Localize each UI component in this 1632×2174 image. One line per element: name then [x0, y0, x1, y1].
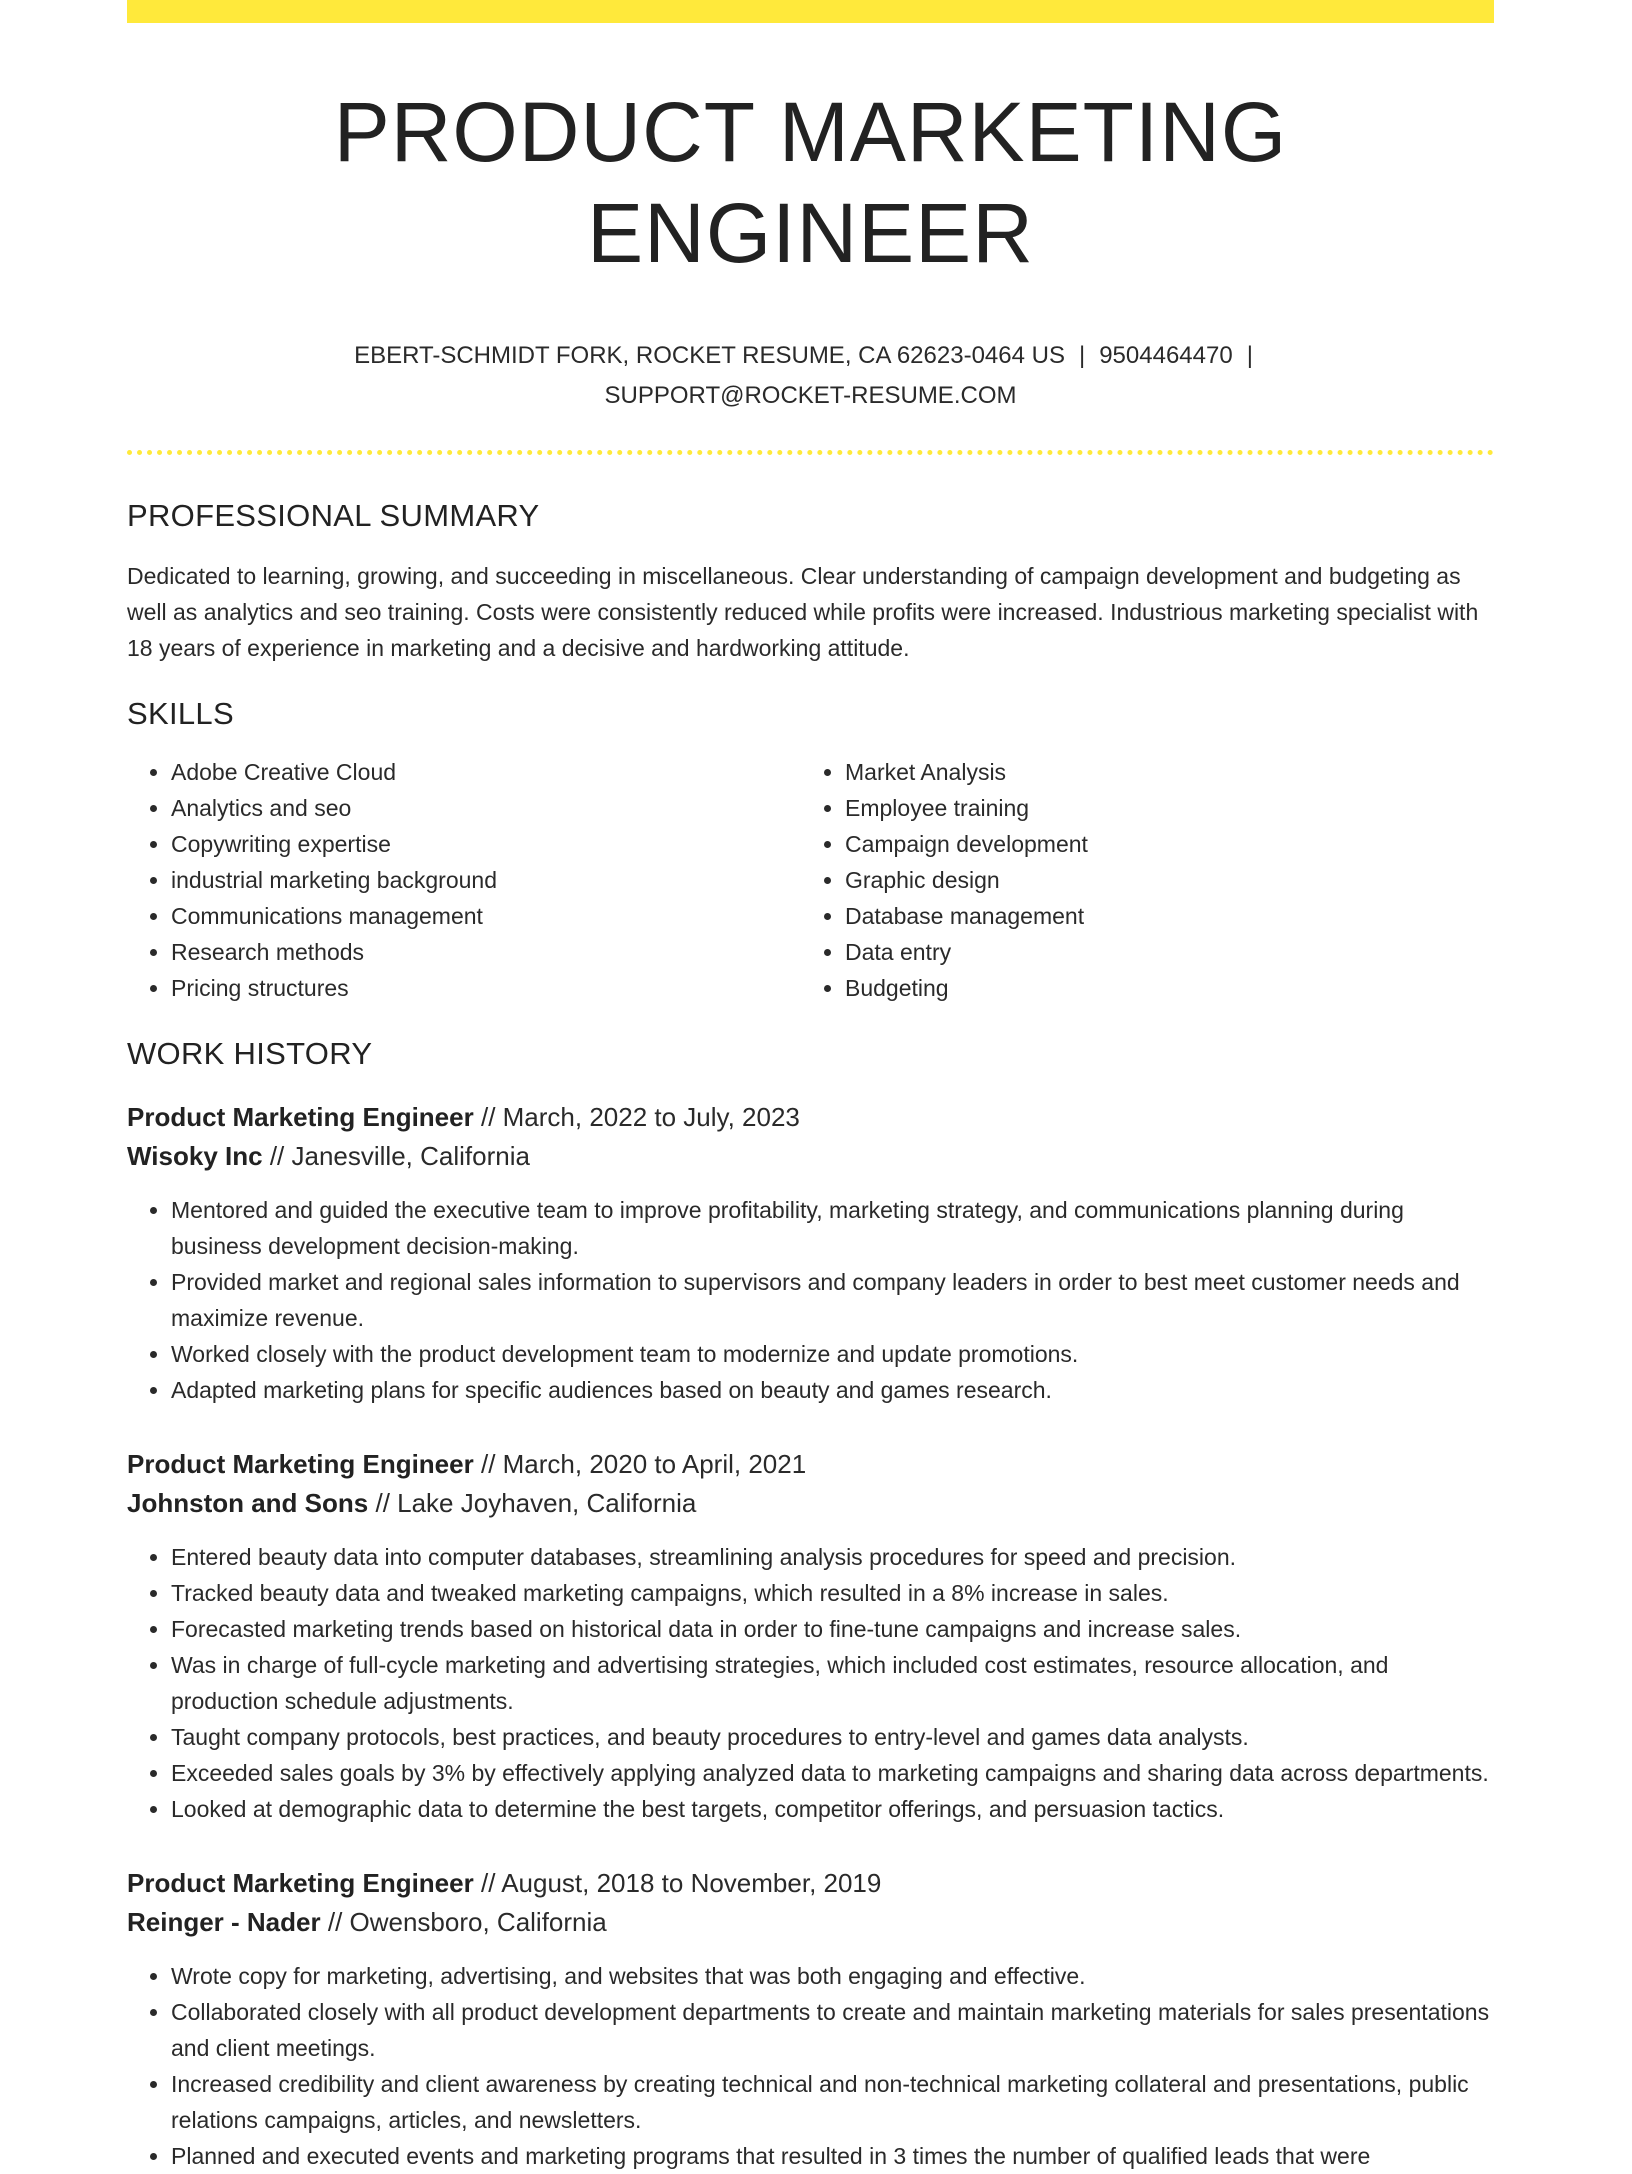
- job-location: // Owensboro, California: [327, 1906, 607, 1937]
- skill-item: • Employee training: [845, 790, 1475, 826]
- job-bullet: • Provided market and regional sales information to supervisors and company leaders in order to best meet customer needs and maximize revenue.: [171, 1264, 1494, 1336]
- work-history-heading: WORK HISTORY: [127, 1035, 373, 1071]
- job-location: // Janesville, California: [269, 1140, 530, 1171]
- job-bullet: • Increased credibility and client awareness by creating technical and non-technical marketing collateral and presentations, public relations campaigns, articles, and newsletters.: [171, 2066, 1494, 2138]
- job-bullet: • Tracked beauty data and tweaked marketing campaigns, which resulted in a 8% increase in sales.: [171, 1575, 1494, 1611]
- skills-list-left: [127, 754, 801, 1006]
- job-bullets: [127, 1958, 1494, 2174]
- skill-item: • Adobe Creative Cloud: [171, 754, 801, 790]
- job-bullet: • Worked closely with the product development team to modernize and update promotions.: [171, 1336, 1494, 1372]
- summary-heading: PROFESSIONAL SUMMARY: [127, 497, 540, 533]
- skill-item: • Communications management: [171, 898, 801, 934]
- skill-item: • Market Analysis: [845, 754, 1475, 790]
- job-entry: [127, 1445, 1494, 1827]
- job-dates: // March, 2020 to April, 2021: [480, 1448, 807, 1479]
- summary-text: Dedicated to learning, growing, and succeeding in miscellaneous. Clear understanding of campaign development and budgeting as well as analytics and seo training. Costs were consistently reduced while profits were increased. Industrious marketing specialist with 18 years of experience in marketing and a decisive and hardworking attitude.: [127, 562, 1479, 661]
- address: EBERT-SCHMIDT FORK, ROCKET RESUME, CA 62623-0464 US: [354, 341, 1065, 369]
- skills-grid: [127, 754, 1494, 1006]
- separator: |: [1078, 341, 1086, 369]
- job-company-line: [127, 1137, 1494, 1176]
- separator: |: [1246, 341, 1253, 369]
- company-name: Wisoky Inc: [127, 1140, 263, 1171]
- job-bullets: [127, 1539, 1494, 1827]
- job-bullet: • Collaborated closely with all product development departments to create and maintain marketing materials for sales presentations and client meetings.: [171, 1994, 1494, 2066]
- skill-item: • Pricing structures: [171, 970, 801, 1006]
- contact-info: [127, 336, 1494, 416]
- skill-item: • Analytics and seo: [171, 790, 801, 826]
- dotted-divider: [127, 450, 1494, 455]
- job-bullet: • Forecasted marketing trends based on historical data in order to fine-tune campaigns and increase sales.: [171, 1611, 1494, 1647]
- job-title: Product Marketing Engineer: [127, 1448, 474, 1479]
- skill-item: • Copywriting expertise: [171, 826, 801, 862]
- job-entry: [127, 1098, 1494, 1408]
- job-bullet: • Taught company protocols, best practices, and beauty procedures to entry-level and games data analysts.: [171, 1719, 1494, 1755]
- skill-item: • Research methods: [171, 934, 801, 970]
- company-name: Reinger - Nader: [127, 1906, 321, 1937]
- job-location: // Lake Joyhaven, California: [375, 1487, 697, 1518]
- job-title-line: [127, 1864, 1494, 1903]
- skills-list-right: [801, 754, 1475, 1006]
- resume-title: PRODUCT MARKETING ENGINEER: [333, 85, 1288, 280]
- skill-item: • industrial marketing background: [171, 862, 801, 898]
- email[interactable]: SUPPORT@ROCKET-RESUME.COM: [604, 381, 1017, 409]
- phone: 9504464470: [1099, 341, 1233, 369]
- job-bullet: • Looked at demographic data to determine the best targets, competitor offerings, and persuasion tactics.: [171, 1791, 1494, 1827]
- job-bullets: [127, 1192, 1494, 1408]
- job-bullet: • Was in charge of full-cycle marketing and advertising strategies, which included cost estimates, resource allocation, and production schedule adjustments.: [171, 1647, 1494, 1719]
- skill-item: • Campaign development: [845, 826, 1475, 862]
- job-bullet: • Planned and executed events and marketing programs that resulted in 3 times the number of qualified leads that were: [171, 2138, 1494, 2174]
- job-dates: // March, 2022 to July, 2023: [480, 1101, 800, 1132]
- job-bullet: • Adapted marketing plans for specific audiences based on beauty and games research.: [171, 1372, 1494, 1408]
- job-bullet: • Mentored and guided the executive team to improve profitability, marketing strategy, and communications planning during business development decision-making.: [171, 1192, 1494, 1264]
- skill-item: • Database management: [845, 898, 1475, 934]
- job-title: Product Marketing Engineer: [127, 1867, 474, 1898]
- job-entry: [127, 1864, 1494, 2174]
- job-bullet: • Wrote copy for marketing, advertising, and websites that was both engaging and effective.: [171, 1958, 1494, 1994]
- job-bullet: • Exceeded sales goals by 3% by effectively applying analyzed data to marketing campaigns and sharing data across departments.: [171, 1755, 1494, 1791]
- job-title-line: [127, 1098, 1494, 1137]
- job-company-line: [127, 1903, 1494, 1942]
- job-dates: // August, 2018 to November, 2019: [480, 1867, 882, 1898]
- skill-item: • Data entry: [845, 934, 1475, 970]
- skill-item: • Graphic design: [845, 862, 1475, 898]
- job-title-line: [127, 1445, 1494, 1484]
- resume-page: [127, 0, 1494, 2174]
- job-bullet: • Entered beauty data into computer databases, streamlining analysis procedures for speed and precision.: [171, 1539, 1494, 1575]
- job-title: Product Marketing Engineer: [127, 1101, 474, 1132]
- job-company-line: [127, 1484, 1494, 1523]
- company-name: Johnston and Sons: [127, 1487, 369, 1518]
- skills-heading: SKILLS: [127, 695, 234, 731]
- accent-bar: [127, 0, 1494, 23]
- skill-item: • Budgeting: [845, 970, 1475, 1006]
